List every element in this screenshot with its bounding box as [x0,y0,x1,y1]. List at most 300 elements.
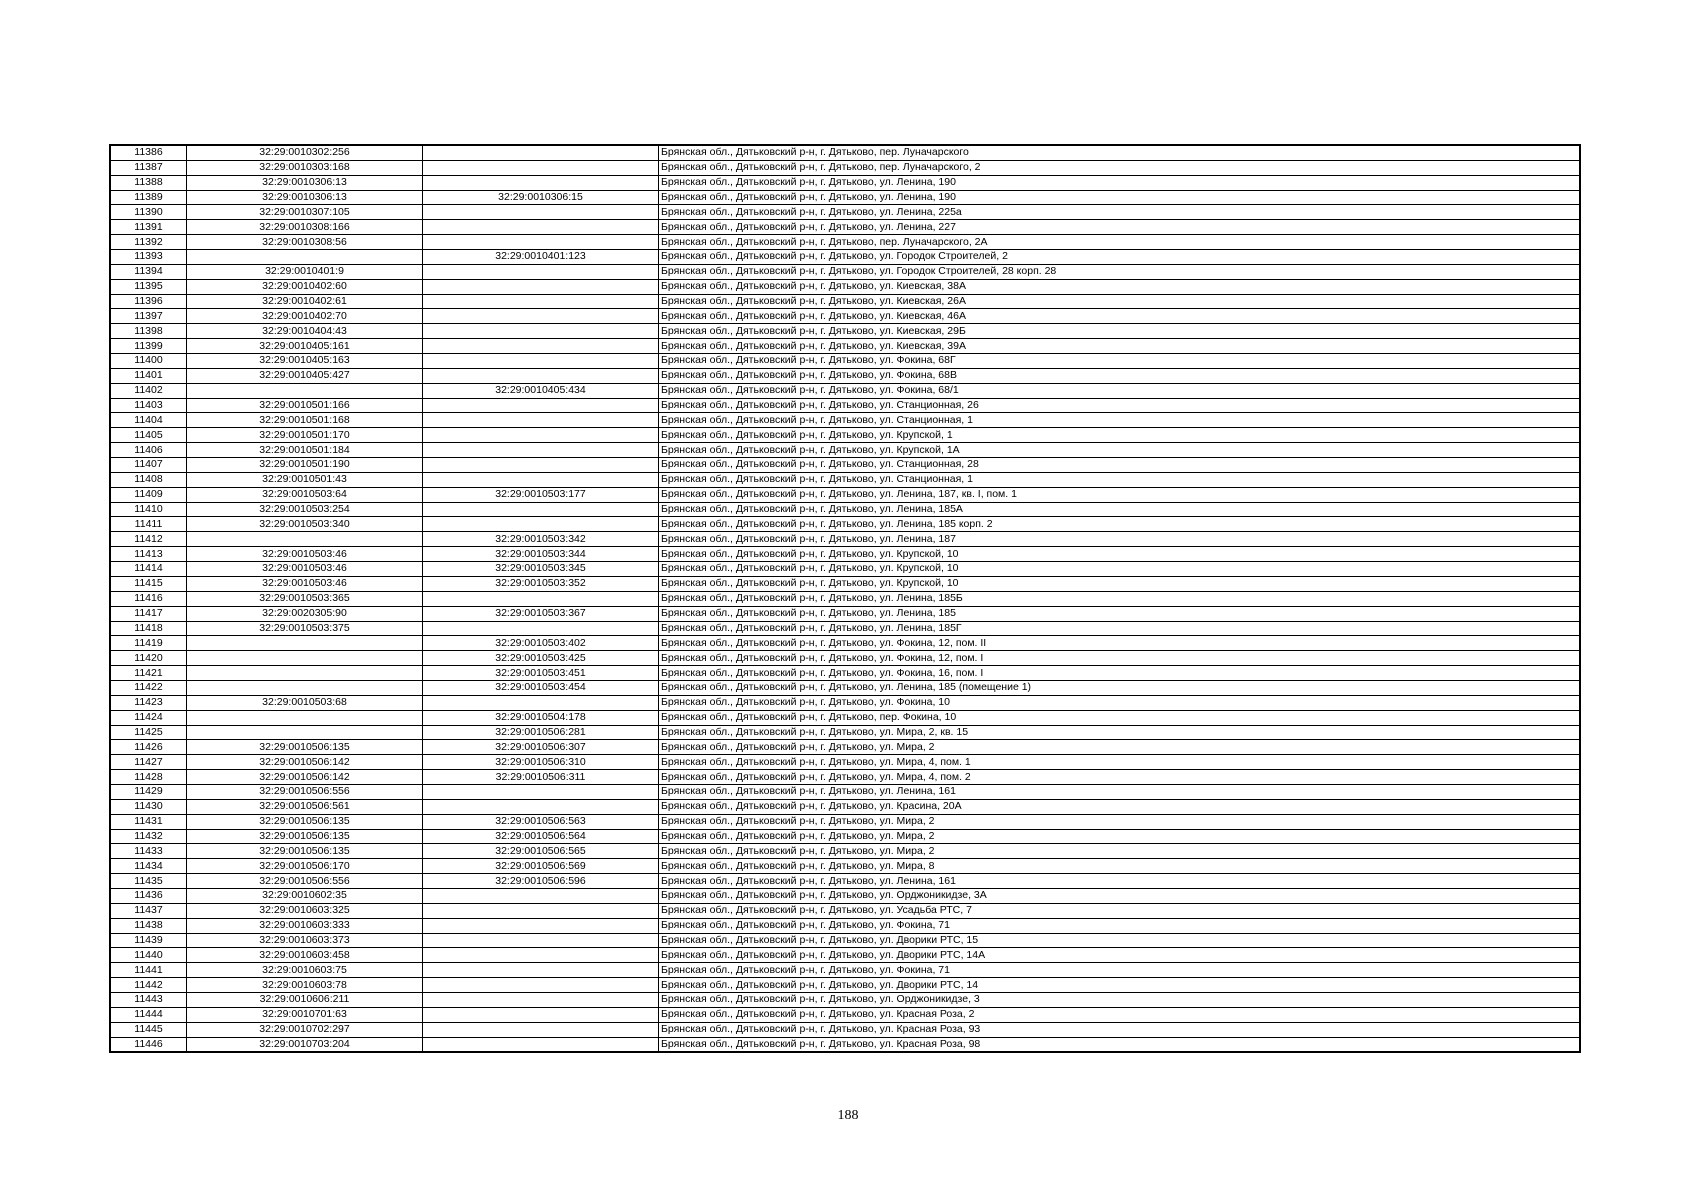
address-cell: Брянская обл., Дятьковский р-н, г. Дятьково, ул. Ленина, 185 [659,606,1581,621]
row-number-cell: 11403 [110,398,187,413]
table-row [110,472,1580,487]
row-number-cell: 11406 [110,443,187,458]
cadastral-number-cell: 32:29:0010701:63 [187,1007,423,1022]
table-row [110,279,1580,294]
cadastral-number-related-cell [423,933,659,948]
address-cell: Брянская обл., Дятьковский р-н, г. Дятьково, ул. Орджоникидзе, 3А [659,888,1581,903]
address-cell: Брянская обл., Дятьковский р-н, г. Дятьково, ул. Ленина, 161 [659,874,1581,889]
address-cell: Брянская обл., Дятьковский р-н, г. Дятьково, ул. Станционная, 26 [659,398,1581,413]
cadastral-number-related-cell [423,591,659,606]
table-row [110,755,1580,770]
cadastral-number-related-cell: 32:29:0010506:565 [423,844,659,859]
row-number-cell: 11440 [110,948,187,963]
cadastral-number-related-cell [423,918,659,933]
row-number-cell: 11427 [110,755,187,770]
cadastral-number-related-cell: 32:29:0010504:178 [423,710,659,725]
address-cell: Брянская обл., Дятьковский р-н, г. Дятьково, ул. Ленина, 185 (помещение 1) [659,680,1581,695]
table-row [110,859,1580,874]
cadastral-number-related-cell: 32:29:0010503:451 [423,666,659,681]
table-row [110,354,1580,369]
cadastral-number-related-cell [423,963,659,978]
cadastral-number-cell: 32:29:0010503:254 [187,502,423,517]
row-number-cell: 11423 [110,695,187,710]
address-cell: Брянская обл., Дятьковский р-н, г. Дятьково, ул. Фокина, 16, пом. I [659,666,1581,681]
cadastral-number-cell: 32:29:0010501:43 [187,472,423,487]
row-number-cell: 11389 [110,190,187,205]
address-cell: Брянская обл., Дятьковский р-н, г. Дятьково, ул. Киевская, 38А [659,279,1581,294]
row-number-cell: 11432 [110,829,187,844]
row-number-cell: 11433 [110,844,187,859]
table-row [110,517,1580,532]
row-number-cell: 11395 [110,279,187,294]
cadastral-number-cell [187,636,423,651]
address-cell: Брянская обл., Дятьковский р-н, г. Дятьково, пер. Луначарского [659,145,1581,160]
cadastral-number-cell: 32:29:0010503:68 [187,695,423,710]
row-number-cell: 11413 [110,547,187,562]
cadastral-number-related-cell [423,160,659,175]
address-cell: Брянская обл., Дятьковский р-н, г. Дятьково, ул. Киевская, 29Б [659,324,1581,339]
cadastral-number-related-cell [423,978,659,993]
registry-table [109,144,1581,1053]
row-number-cell: 11404 [110,413,187,428]
row-number-cell: 11394 [110,264,187,279]
table-row [110,264,1580,279]
row-number-cell: 11442 [110,978,187,993]
address-cell: Брянская обл., Дятьковский р-н, г. Дятьково, ул. Ленина, 187 [659,532,1581,547]
cadastral-number-related-cell: 32:29:0010506:569 [423,859,659,874]
address-cell: Брянская обл., Дятьковский р-н, г. Дятьково, ул. Городок Строителей, 28 корп. 28 [659,264,1581,279]
table-row [110,175,1580,190]
cadastral-number-cell: 32:29:0010503:64 [187,487,423,502]
table-row [110,888,1580,903]
cadastral-number-cell: 32:29:0010501:170 [187,428,423,443]
cadastral-number-cell: 32:29:0010606:211 [187,992,423,1007]
address-cell: Брянская обл., Дятьковский р-н, г. Дятьково, ул. Киевская, 46А [659,309,1581,324]
cadastral-number-cell: 32:29:0010308:166 [187,220,423,235]
table-row [110,918,1580,933]
table-row [110,339,1580,354]
cadastral-number-related-cell [423,279,659,294]
cadastral-number-cell: 32:29:0010401:9 [187,264,423,279]
table-row [110,458,1580,473]
cadastral-number-related-cell [423,220,659,235]
cadastral-number-related-cell: 32:29:0010506:310 [423,755,659,770]
row-number-cell: 11418 [110,621,187,636]
table-row [110,250,1580,265]
address-cell: Брянская обл., Дятьковский р-н, г. Дятьково, ул. Ленина, 190 [659,175,1581,190]
registry-table-body [110,145,1580,1052]
address-cell: Брянская обл., Дятьковский р-н, г. Дятьково, ул. Мира, 4, пом. 1 [659,755,1581,770]
address-cell: Брянская обл., Дятьковский р-н, г. Дятьково, ул. Ленина, 185Б [659,591,1581,606]
table-row [110,680,1580,695]
cadastral-number-related-cell: 32:29:0010506:564 [423,829,659,844]
cadastral-number-cell: 32:29:0010603:333 [187,918,423,933]
row-number-cell: 11409 [110,487,187,502]
address-cell: Брянская обл., Дятьковский р-н, г. Дятьково, ул. Ленина, 161 [659,784,1581,799]
table-row [110,784,1580,799]
cadastral-number-cell: 32:29:0010506:142 [187,755,423,770]
table-row [110,383,1580,398]
cadastral-number-cell: 32:29:0010506:135 [187,814,423,829]
row-number-cell: 11441 [110,963,187,978]
cadastral-number-related-cell [423,903,659,918]
table-row [110,903,1580,918]
address-cell: Брянская обл., Дятьковский р-н, г. Дятьково, ул. Киевская, 26А [659,294,1581,309]
cadastral-number-related-cell: 32:29:0010405:434 [423,383,659,398]
cadastral-number-cell: 32:29:0010603:75 [187,963,423,978]
cadastral-number-cell: 32:29:0010506:556 [187,784,423,799]
row-number-cell: 11390 [110,205,187,220]
cadastral-number-cell [187,710,423,725]
address-cell: Брянская обл., Дятьковский р-н, г. Дятьково, ул. Мира, 2 [659,829,1581,844]
address-cell: Брянская обл., Дятьковский р-н, г. Дятьково, ул. Красная Роза, 98 [659,1037,1581,1052]
cadastral-number-related-cell [423,175,659,190]
row-number-cell: 11412 [110,532,187,547]
cadastral-number-related-cell [423,1007,659,1022]
table-row [110,606,1580,621]
address-cell: Брянская обл., Дятьковский р-н, г. Дятьково, пер. Фокина, 10 [659,710,1581,725]
page-number: 188 [837,1108,859,1123]
cadastral-number-related-cell [423,1022,659,1037]
table-row [110,413,1580,428]
table-row [110,814,1580,829]
row-number-cell: 11415 [110,576,187,591]
row-number-cell: 11401 [110,368,187,383]
row-number-cell: 11393 [110,250,187,265]
cadastral-number-related-cell [423,205,659,220]
table-row [110,829,1580,844]
row-number-cell: 11425 [110,725,187,740]
address-cell: Брянская обл., Дятьковский р-н, г. Дятьково, ул. Станционная, 1 [659,413,1581,428]
address-cell: Брянская обл., Дятьковский р-н, г. Дятьково, ул. Фокина, 12, пом. I [659,651,1581,666]
row-number-cell: 11420 [110,651,187,666]
row-number-cell: 11438 [110,918,187,933]
cadastral-number-related-cell: 32:29:0010506:563 [423,814,659,829]
address-cell: Брянская обл., Дятьковский р-н, г. Дятьково, ул. Фокина, 71 [659,963,1581,978]
cadastral-number-cell: 32:29:0010503:365 [187,591,423,606]
table-row [110,220,1580,235]
row-number-cell: 11443 [110,992,187,1007]
row-number-cell: 11428 [110,770,187,785]
row-number-cell: 11398 [110,324,187,339]
table-row [110,978,1580,993]
cadastral-number-cell [187,666,423,681]
address-cell: Брянская обл., Дятьковский р-н, г. Дятьково, ул. Фокина, 10 [659,695,1581,710]
cadastral-number-cell: 32:29:0010603:458 [187,948,423,963]
table-row [110,309,1580,324]
address-cell: Брянская обл., Дятьковский р-н, г. Дятьково, ул. Усадьба РТС, 7 [659,903,1581,918]
address-cell: Брянская обл., Дятьковский р-н, г. Дятьково, ул. Мира, 4, пом. 2 [659,770,1581,785]
address-cell: Брянская обл., Дятьковский р-н, г. Дятьково, ул. Ленина, 227 [659,220,1581,235]
cadastral-number-cell [187,383,423,398]
cadastral-number-related-cell: 32:29:0010503:177 [423,487,659,502]
row-number-cell: 11396 [110,294,187,309]
table-row [110,562,1580,577]
row-number-cell: 11424 [110,710,187,725]
table-row [110,933,1580,948]
address-cell: Брянская обл., Дятьковский р-н, г. Дятьково, ул. Мира, 8 [659,859,1581,874]
cadastral-number-cell: 32:29:0010702:297 [187,1022,423,1037]
table-row [110,799,1580,814]
cadastral-number-cell: 32:29:0010501:190 [187,458,423,473]
address-cell: Брянская обл., Дятьковский р-н, г. Дятьково, ул. Мира, 2 [659,740,1581,755]
row-number-cell: 11416 [110,591,187,606]
table-row [110,591,1580,606]
cadastral-number-related-cell [423,398,659,413]
cadastral-number-cell: 32:29:0010503:46 [187,547,423,562]
cadastral-number-related-cell [423,264,659,279]
cadastral-number-cell: 32:29:0010501:166 [187,398,423,413]
cadastral-number-related-cell: 32:29:0010503:345 [423,562,659,577]
table-row [110,532,1580,547]
address-cell: Брянская обл., Дятьковский р-н, г. Дятьково, ул. Дворики РТС, 14А [659,948,1581,963]
address-cell: Брянская обл., Дятьковский р-н, г. Дятьково, ул. Крупской, 1 [659,428,1581,443]
cadastral-number-related-cell: 32:29:0010401:123 [423,250,659,265]
row-number-cell: 11437 [110,903,187,918]
row-number-cell: 11410 [110,502,187,517]
table-row [110,145,1580,160]
row-number-cell: 11386 [110,145,187,160]
cadastral-number-cell: 32:29:0010307:105 [187,205,423,220]
address-cell: Брянская обл., Дятьковский р-н, г. Дятьково, ул. Фокина, 68/1 [659,383,1581,398]
cadastral-number-related-cell [423,294,659,309]
address-cell: Брянская обл., Дятьковский р-н, г. Дятьково, ул. Мира, 2 [659,814,1581,829]
address-cell: Брянская обл., Дятьковский р-н, г. Дятьково, ул. Ленина, 185 корп. 2 [659,517,1581,532]
address-cell: Брянская обл., Дятьковский р-н, г. Дятьково, ул. Ленина, 225а [659,205,1581,220]
row-number-cell: 11439 [110,933,187,948]
table-row [110,770,1580,785]
cadastral-number-cell: 32:29:0010402:61 [187,294,423,309]
address-cell: Брянская обл., Дятьковский р-н, г. Дятьково, ул. Красина, 20А [659,799,1581,814]
cadastral-number-related-cell [423,368,659,383]
row-number-cell: 11392 [110,235,187,250]
cadastral-number-related-cell [423,517,659,532]
cadastral-number-related-cell [423,1037,659,1052]
row-number-cell: 11431 [110,814,187,829]
cadastral-number-related-cell [423,799,659,814]
table-row [110,1022,1580,1037]
table-row [110,547,1580,562]
address-cell: Брянская обл., Дятьковский р-н, г. Дятьково, ул. Крупской, 10 [659,576,1581,591]
table-row [110,576,1580,591]
row-number-cell: 11388 [110,175,187,190]
cadastral-number-cell: 32:29:0010603:325 [187,903,423,918]
row-number-cell: 11426 [110,740,187,755]
address-cell: Брянская обл., Дятьковский р-н, г. Дятьково, ул. Фокина, 12, пом. II [659,636,1581,651]
cadastral-number-cell: 32:29:0010503:46 [187,562,423,577]
table-row [110,1037,1580,1052]
cadastral-number-cell: 32:29:0010405:427 [187,368,423,383]
address-cell: Брянская обл., Дятьковский р-н, г. Дятьково, ул. Киевская, 39А [659,339,1581,354]
address-cell: Брянская обл., Дятьковский р-н, г. Дятьково, ул. Ленина, 185Г [659,621,1581,636]
address-cell: Брянская обл., Дятьковский р-н, г. Дятьково, ул. Крупской, 10 [659,562,1581,577]
row-number-cell: 11417 [110,606,187,621]
table-row [110,725,1580,740]
table-row [110,294,1580,309]
cadastral-number-related-cell [423,502,659,517]
table-row [110,740,1580,755]
cadastral-number-cell [187,651,423,666]
cadastral-number-related-cell [423,428,659,443]
row-number-cell: 11399 [110,339,187,354]
address-cell: Брянская обл., Дятьковский р-н, г. Дятьково, ул. Дворики РТС, 15 [659,933,1581,948]
table-row [110,1007,1580,1022]
cadastral-number-related-cell: 32:29:0010503:342 [423,532,659,547]
table-row [110,992,1580,1007]
cadastral-number-related-cell [423,621,659,636]
table-row [110,205,1580,220]
row-number-cell: 11397 [110,309,187,324]
row-number-cell: 11429 [110,784,187,799]
cadastral-number-related-cell: 32:29:0010503:352 [423,576,659,591]
cadastral-number-cell [187,532,423,547]
cadastral-number-cell: 32:29:0010506:556 [187,874,423,889]
row-number-cell: 11445 [110,1022,187,1037]
cadastral-number-cell: 32:29:0010402:70 [187,309,423,324]
address-cell: Брянская обл., Дятьковский р-н, г. Дятьково, пер. Луначарского, 2 [659,160,1581,175]
cadastral-number-cell: 32:29:0010404:43 [187,324,423,339]
address-cell: Брянская обл., Дятьковский р-н, г. Дятьково, ул. Фокина, 71 [659,918,1581,933]
cadastral-number-related-cell [423,145,659,160]
cadastral-number-related-cell: 32:29:0010306:15 [423,190,659,205]
cadastral-number-cell: 32:29:0010405:161 [187,339,423,354]
address-cell: Брянская обл., Дятьковский р-н, г. Дятьково, ул. Мира, 2 [659,844,1581,859]
cadastral-number-related-cell [423,443,659,458]
address-cell: Брянская обл., Дятьковский р-н, г. Дятьково, ул. Ленина, 185А [659,502,1581,517]
cadastral-number-related-cell [423,948,659,963]
address-cell: Брянская обл., Дятьковский р-н, г. Дятьково, пер. Луначарского, 2А [659,235,1581,250]
table-row [110,368,1580,383]
cadastral-number-cell: 32:29:0010506:170 [187,859,423,874]
address-cell: Брянская обл., Дятьковский р-н, г. Дятьково, ул. Орджоникидзе, 3 [659,992,1581,1007]
table-row [110,948,1580,963]
cadastral-number-related-cell: 32:29:0010503:344 [423,547,659,562]
address-cell: Брянская обл., Дятьковский р-н, г. Дятьково, ул. Ленина, 187, кв. I, пом. 1 [659,487,1581,502]
address-cell: Брянская обл., Дятьковский р-н, г. Дятьково, ул. Дворики РТС, 14 [659,978,1581,993]
address-cell: Брянская обл., Дятьковский р-н, г. Дятьково, ул. Мира, 2, кв. 15 [659,725,1581,740]
cadastral-number-cell: 32:29:0010306:13 [187,175,423,190]
table-row [110,324,1580,339]
row-number-cell: 11436 [110,888,187,903]
cadastral-number-cell: 32:29:0010503:375 [187,621,423,636]
row-number-cell: 11435 [110,874,187,889]
table-row [110,428,1580,443]
cadastral-number-cell: 32:29:0010506:135 [187,829,423,844]
row-number-cell: 11414 [110,562,187,577]
row-number-cell: 11408 [110,472,187,487]
address-cell: Брянская обл., Дятьковский р-н, г. Дятьково, ул. Красная Роза, 2 [659,1007,1581,1022]
row-number-cell: 11421 [110,666,187,681]
cadastral-number-related-cell: 32:29:0010503:454 [423,680,659,695]
cadastral-number-related-cell: 32:29:0010506:596 [423,874,659,889]
cadastral-number-cell: 32:29:0010503:46 [187,576,423,591]
row-number-cell: 11402 [110,383,187,398]
table-row [110,844,1580,859]
table-row [110,621,1580,636]
cadastral-number-cell: 32:29:0010303:168 [187,160,423,175]
cadastral-number-related-cell: 32:29:0010506:281 [423,725,659,740]
cadastral-number-related-cell [423,695,659,710]
row-number-cell: 11400 [110,354,187,369]
table-row [110,502,1580,517]
address-cell: Брянская обл., Дятьковский р-н, г. Дятьково, ул. Ленина, 190 [659,190,1581,205]
row-number-cell: 11391 [110,220,187,235]
cadastral-number-related-cell [423,888,659,903]
cadastral-number-related-cell [423,784,659,799]
cadastral-number-related-cell: 32:29:0010506:307 [423,740,659,755]
cadastral-number-cell: 32:29:0010506:135 [187,844,423,859]
cadastral-number-related-cell: 32:29:0010503:402 [423,636,659,651]
table-row [110,963,1580,978]
cadastral-number-related-cell [423,324,659,339]
table-row [110,398,1580,413]
row-number-cell: 11434 [110,859,187,874]
cadastral-number-related-cell [423,458,659,473]
cadastral-number-cell: 32:29:0010506:561 [187,799,423,814]
address-cell: Брянская обл., Дятьковский р-н, г. Дятьково, ул. Крупской, 10 [659,547,1581,562]
row-number-cell: 11446 [110,1037,187,1052]
cadastral-number-cell: 32:29:0010603:373 [187,933,423,948]
address-cell: Брянская обл., Дятьковский р-н, г. Дятьково, ул. Красная Роза, 93 [659,1022,1581,1037]
cadastral-number-cell: 32:29:0010405:163 [187,354,423,369]
table-row [110,666,1580,681]
cadastral-number-cell: 32:29:0010506:135 [187,740,423,755]
cadastral-number-cell: 32:29:0010506:142 [187,770,423,785]
cadastral-number-cell: 32:29:0010302:256 [187,145,423,160]
cadastral-number-related-cell [423,472,659,487]
cadastral-number-related-cell: 32:29:0010503:367 [423,606,659,621]
table-row [110,443,1580,458]
cadastral-number-cell [187,680,423,695]
row-number-cell: 11407 [110,458,187,473]
row-number-cell: 11411 [110,517,187,532]
address-cell: Брянская обл., Дятьковский р-н, г. Дятьково, ул. Станционная, 1 [659,472,1581,487]
cadastral-number-cell: 32:29:0010602:35 [187,888,423,903]
cadastral-number-related-cell [423,413,659,428]
cadastral-number-related-cell [423,235,659,250]
table-row [110,874,1580,889]
cadastral-number-related-cell [423,309,659,324]
address-cell: Брянская обл., Дятьковский р-н, г. Дятьково, ул. Крупской, 1А [659,443,1581,458]
cadastral-number-related-cell [423,339,659,354]
table-row [110,636,1580,651]
cadastral-number-related-cell: 32:29:0010503:425 [423,651,659,666]
address-cell: Брянская обл., Дятьковский р-н, г. Дятьково, ул. Городок Строителей, 2 [659,250,1581,265]
cadastral-number-cell: 32:29:0010501:168 [187,413,423,428]
cadastral-number-cell: 32:29:0010501:184 [187,443,423,458]
cadastral-number-cell: 32:29:0020305:90 [187,606,423,621]
row-number-cell: 11444 [110,1007,187,1022]
cadastral-number-cell [187,250,423,265]
row-number-cell: 11387 [110,160,187,175]
table-row [110,710,1580,725]
cadastral-number-related-cell [423,992,659,1007]
address-cell: Брянская обл., Дятьковский р-н, г. Дятьково, ул. Фокина, 68Г [659,354,1581,369]
table-row [110,487,1580,502]
cadastral-number-related-cell: 32:29:0010506:311 [423,770,659,785]
cadastral-number-cell: 32:29:0010603:78 [187,978,423,993]
row-number-cell: 11419 [110,636,187,651]
table-row [110,190,1580,205]
cadastral-number-related-cell [423,354,659,369]
row-number-cell: 11430 [110,799,187,814]
table-row [110,651,1580,666]
row-number-cell: 11422 [110,680,187,695]
cadastral-number-cell [187,725,423,740]
cadastral-number-cell: 32:29:0010308:56 [187,235,423,250]
cadastral-number-cell: 32:29:0010703:204 [187,1037,423,1052]
address-cell: Брянская обл., Дятьковский р-н, г. Дятьково, ул. Фокина, 68В [659,368,1581,383]
